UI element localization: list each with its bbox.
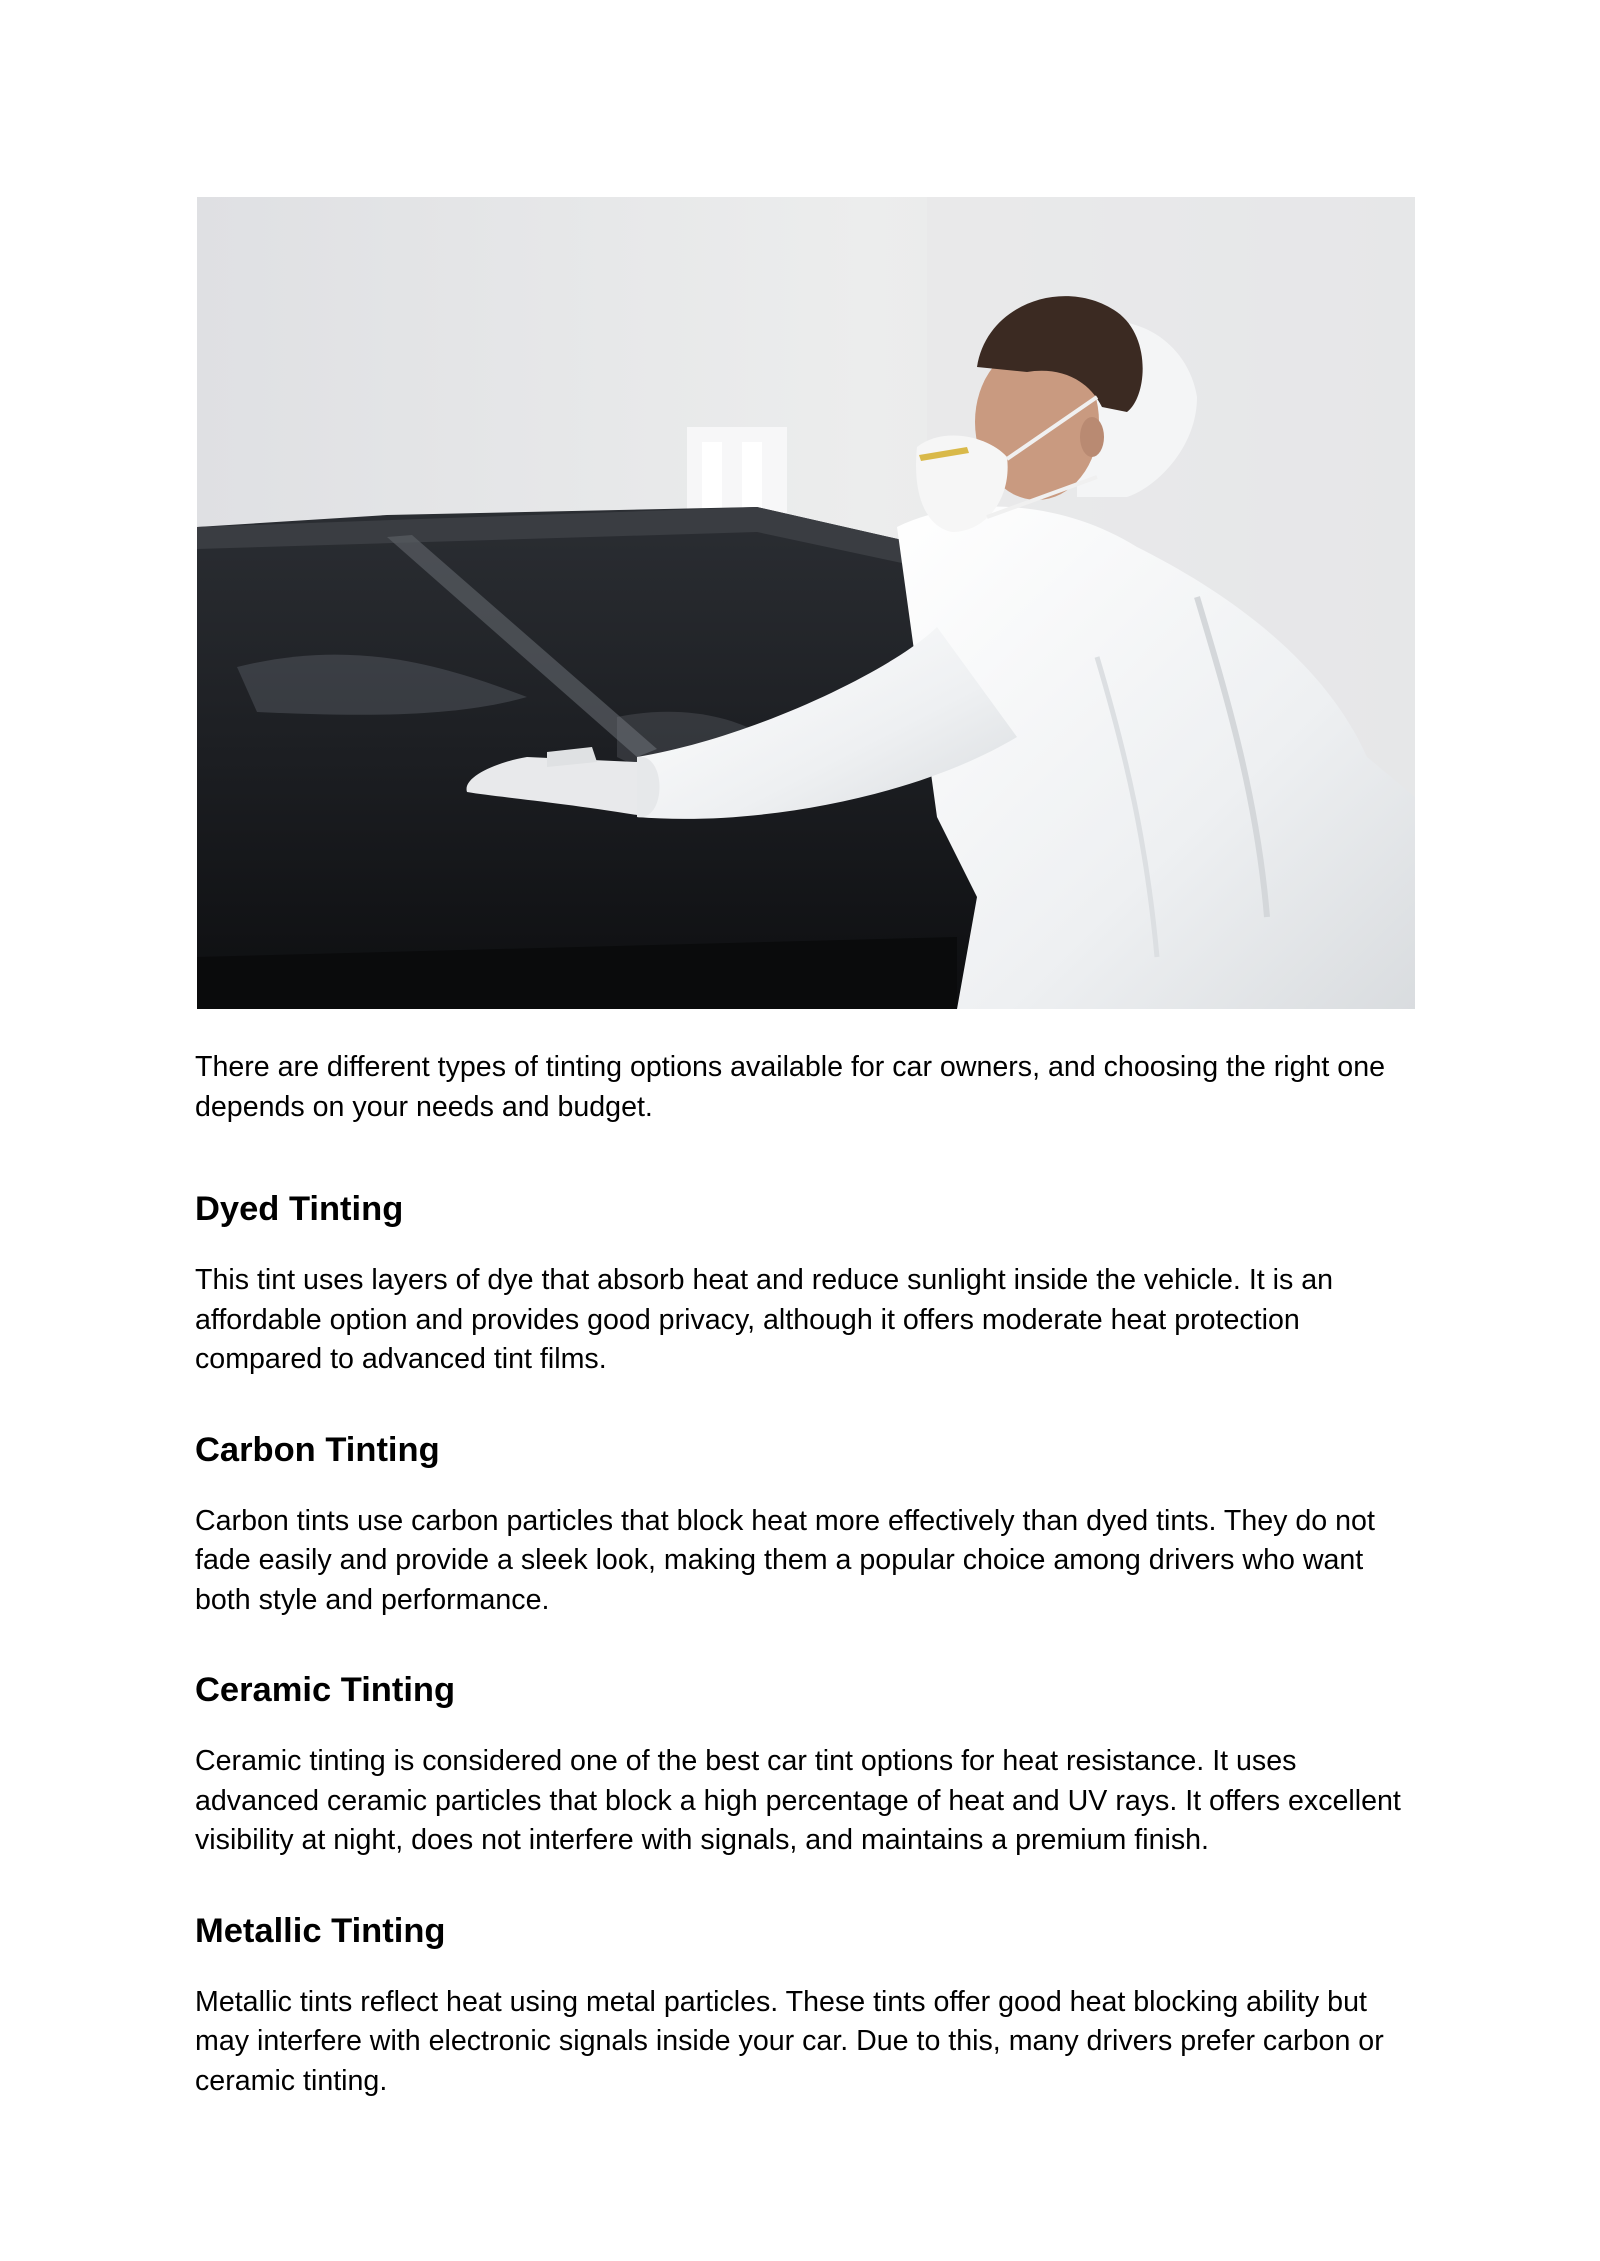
technician-applying-tint-film-photo: [197, 197, 1415, 1009]
section-heading-dyed: Dyed Tinting: [195, 1190, 404, 1228]
article-content: [195, 1048, 1425, 2101]
intro-paragraph: There are different types of tinting options available for car owners, and choosing the right one depends on your needs and budget.: [195, 1051, 1386, 1123]
section-heading-carbon: Carbon Tinting: [195, 1430, 440, 1469]
section-body-metallic: Metallic tints reflect heat using metal particles. These tints offer good heat blocking ability but may interfere with electronic signals inside your car. Due to this, many drivers prefer carbon or ceramic tinting.: [195, 1985, 1384, 2097]
section-heading-ceramic: Ceramic Tinting: [195, 1671, 456, 1709]
section-body-dyed: This tint uses layers of dye that absorb heat and reduce sunlight inside the vehicle. It is an affordable option and provides good privacy, although it offers moderate heat protection compared to advanced tint films.: [195, 1264, 1334, 1375]
section-body-ceramic: Ceramic tinting is considered one of the best car tint options for heat resistance. It uses advanced ceramic particles that block a high percentage of heat and UV rays. It offers excellent visibility at night, does not interfere with signals, and maintains a premium finish.: [195, 1745, 1401, 1856]
section-heading-metallic: Metallic Tinting: [195, 1911, 446, 1950]
section-body-carbon: Carbon tints use carbon particles that block heat more effectively than dyed tints. They do not fade easily and provide a sleek look, making them a popular choice among drivers who want both style and performance.: [195, 1504, 1375, 1616]
photo-illustration: [197, 197, 1415, 1009]
